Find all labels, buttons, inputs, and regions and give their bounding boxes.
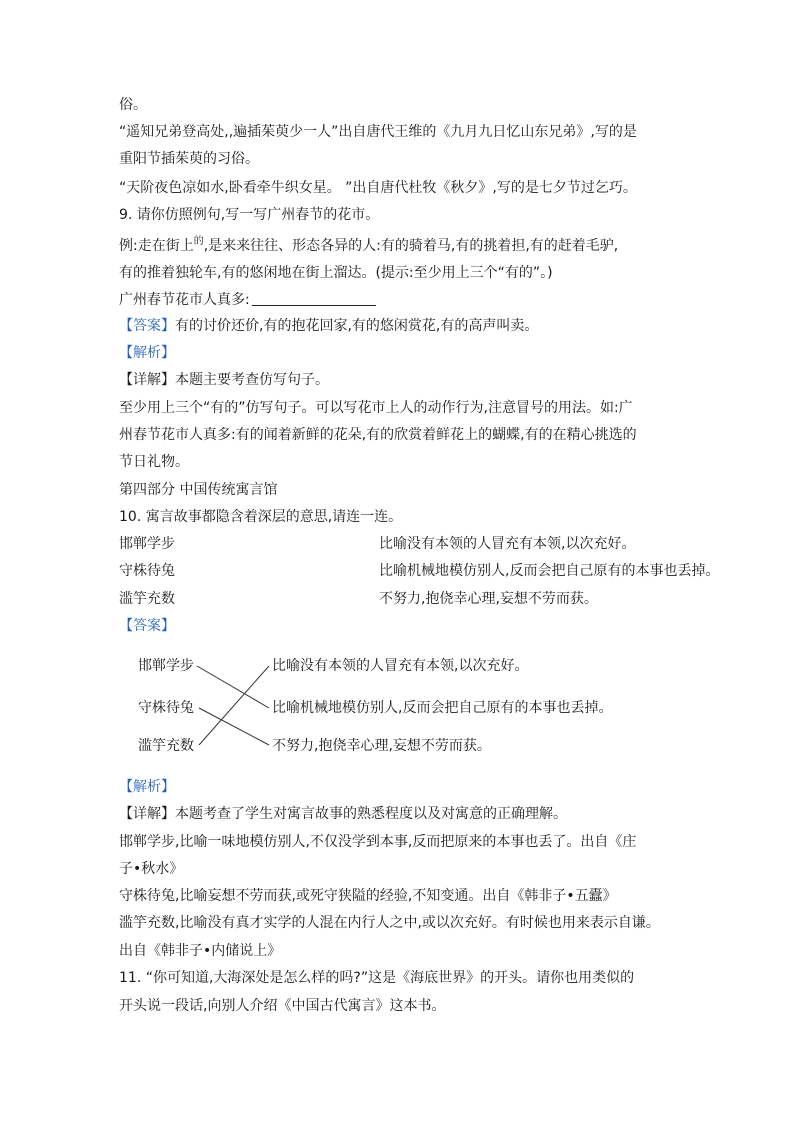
meaning-right: 不努力,抱侥幸心理,妄想不劳而获。 xyxy=(379,591,598,607)
example-rest: ,是来来往往、形态各异的人:有的骑着马,有的挑着担,有的赶着毛驴, xyxy=(203,238,619,254)
text-line: 至少用上三个“有的”仿写句子。可以写花市上人的动作行为,注意冒号的用法。如:广 xyxy=(119,400,633,416)
detail-line xyxy=(119,804,567,824)
text-line: 滥竽充数,比喻没有真才实学的人混在内行人之中,或以次充好。有时候也用来表示自谦。 xyxy=(119,915,660,931)
text-line: 重阳节插茱萸的习俗。 xyxy=(119,151,259,167)
example-start: 例:走在街上 xyxy=(119,238,194,254)
question-9: 9. 请你仿照例句,写一写广州春节的花市。 xyxy=(119,207,380,223)
question-11: 11. “你可知道,大海深处是怎么样的吗?”这是《海底世界》的开头。请你也用类似的 xyxy=(119,970,635,986)
match-row xyxy=(119,589,598,609)
text-line: 有的推着独轮车,有的悠闲地在街上溜达。(提示:至少用上三个“有的”。) xyxy=(119,265,553,281)
detail-text: 本题主要考查仿写句子。 xyxy=(175,372,329,388)
detail-tag: 【详解】 xyxy=(119,372,175,388)
connector-line xyxy=(199,708,269,745)
text-line: 俗。 xyxy=(119,97,147,113)
diagram-meaning: 比喻没有本领的人冒充有本领,以次充好。 xyxy=(272,658,529,674)
text-line: “天阶夜色凉如水,卧看牵牛织女星。 ”出自唐代杜牧《秋夕》,写的是七夕节过乞巧。 xyxy=(119,180,637,196)
idiom-left: 滥竽充数 xyxy=(119,591,175,607)
answer-tag: 【答案】 xyxy=(119,618,175,634)
text-line: 节日礼物。 xyxy=(119,454,189,470)
text-line: “遥知兄弟登高处,,遍插茱萸少一人”出自唐代王维的《九月九日忆山东兄弟》,写的是 xyxy=(119,124,637,140)
detail-line xyxy=(119,370,329,390)
match-row xyxy=(119,534,636,554)
matching-diagram xyxy=(119,648,679,768)
example-superscript: 的 xyxy=(193,236,204,247)
fill-prompt: 广州春节花市人真多: xyxy=(119,292,250,308)
connector-line xyxy=(199,666,269,745)
meaning-right: 比喻机械地模仿别人,反而会把自己原有的本事也丢掉。 xyxy=(379,563,720,579)
diagram-idiom: 滥竽充数 xyxy=(138,738,194,754)
analysis-tag: 【解析】 xyxy=(119,779,175,795)
detail-tag: 【详解】 xyxy=(119,806,175,822)
section-title: 第四部分 中国传统寓言馆 xyxy=(119,482,278,498)
fill-line xyxy=(119,290,376,310)
idiom-left: 邯郸学步 xyxy=(119,536,175,552)
analysis-tag: 【解析】 xyxy=(119,345,175,361)
text-line: 州春节花市人真多:有的闻着新鲜的花朵,有的欣赏着鲜花上的蝴蝶,有的在精心挑选的 xyxy=(119,427,637,443)
example-line xyxy=(119,236,618,258)
answer-line xyxy=(119,316,538,336)
match-row xyxy=(119,561,720,581)
text-line: 子•秋水》 xyxy=(119,861,184,877)
idiom-left: 守株待兔 xyxy=(119,563,175,579)
answer-tag: 【答案】 xyxy=(119,318,175,334)
connector-line xyxy=(197,666,269,708)
diagram-idiom: 守株待兔 xyxy=(138,700,194,716)
detail-text: 本题考查了学生对寓言故事的熟悉程度以及对寓意的正确理解。 xyxy=(175,806,567,822)
meaning-right: 比喻没有本领的人冒充有本领,以次充好。 xyxy=(379,536,636,552)
text-line: 开头说一段话,向别人介绍《中国古代寓言》这本书。 xyxy=(119,998,446,1014)
text-line: 出自《韩非子•内储说上》 xyxy=(119,943,282,959)
answer-blank[interactable] xyxy=(252,291,376,306)
diagram-meaning: 比喻机械地模仿别人,反而会把自己原有的本事也丢掉。 xyxy=(272,700,613,716)
answer-text: 有的讨价还价,有的抱花回家,有的悠闲赏花,有的高声叫卖。 xyxy=(175,318,539,334)
diagram-idiom: 邯郸学步 xyxy=(138,658,194,674)
question-10: 10. 寓言故事都隐含着深层的意思,请连一连。 xyxy=(119,509,403,525)
text-line: 邯郸学步,比喻一味地模仿别人,不仅没学到本事,反而把原来的本事也丢了。出自《庄 xyxy=(119,834,637,850)
text-line: 守株待兔,比喻妄想不劳而获,或死守狭隘的经验,不知变通。出自《韩非子•五蠹》 xyxy=(119,888,617,904)
diagram-meaning: 不努力,抱侥幸心理,妄想不劳而获。 xyxy=(272,738,491,754)
